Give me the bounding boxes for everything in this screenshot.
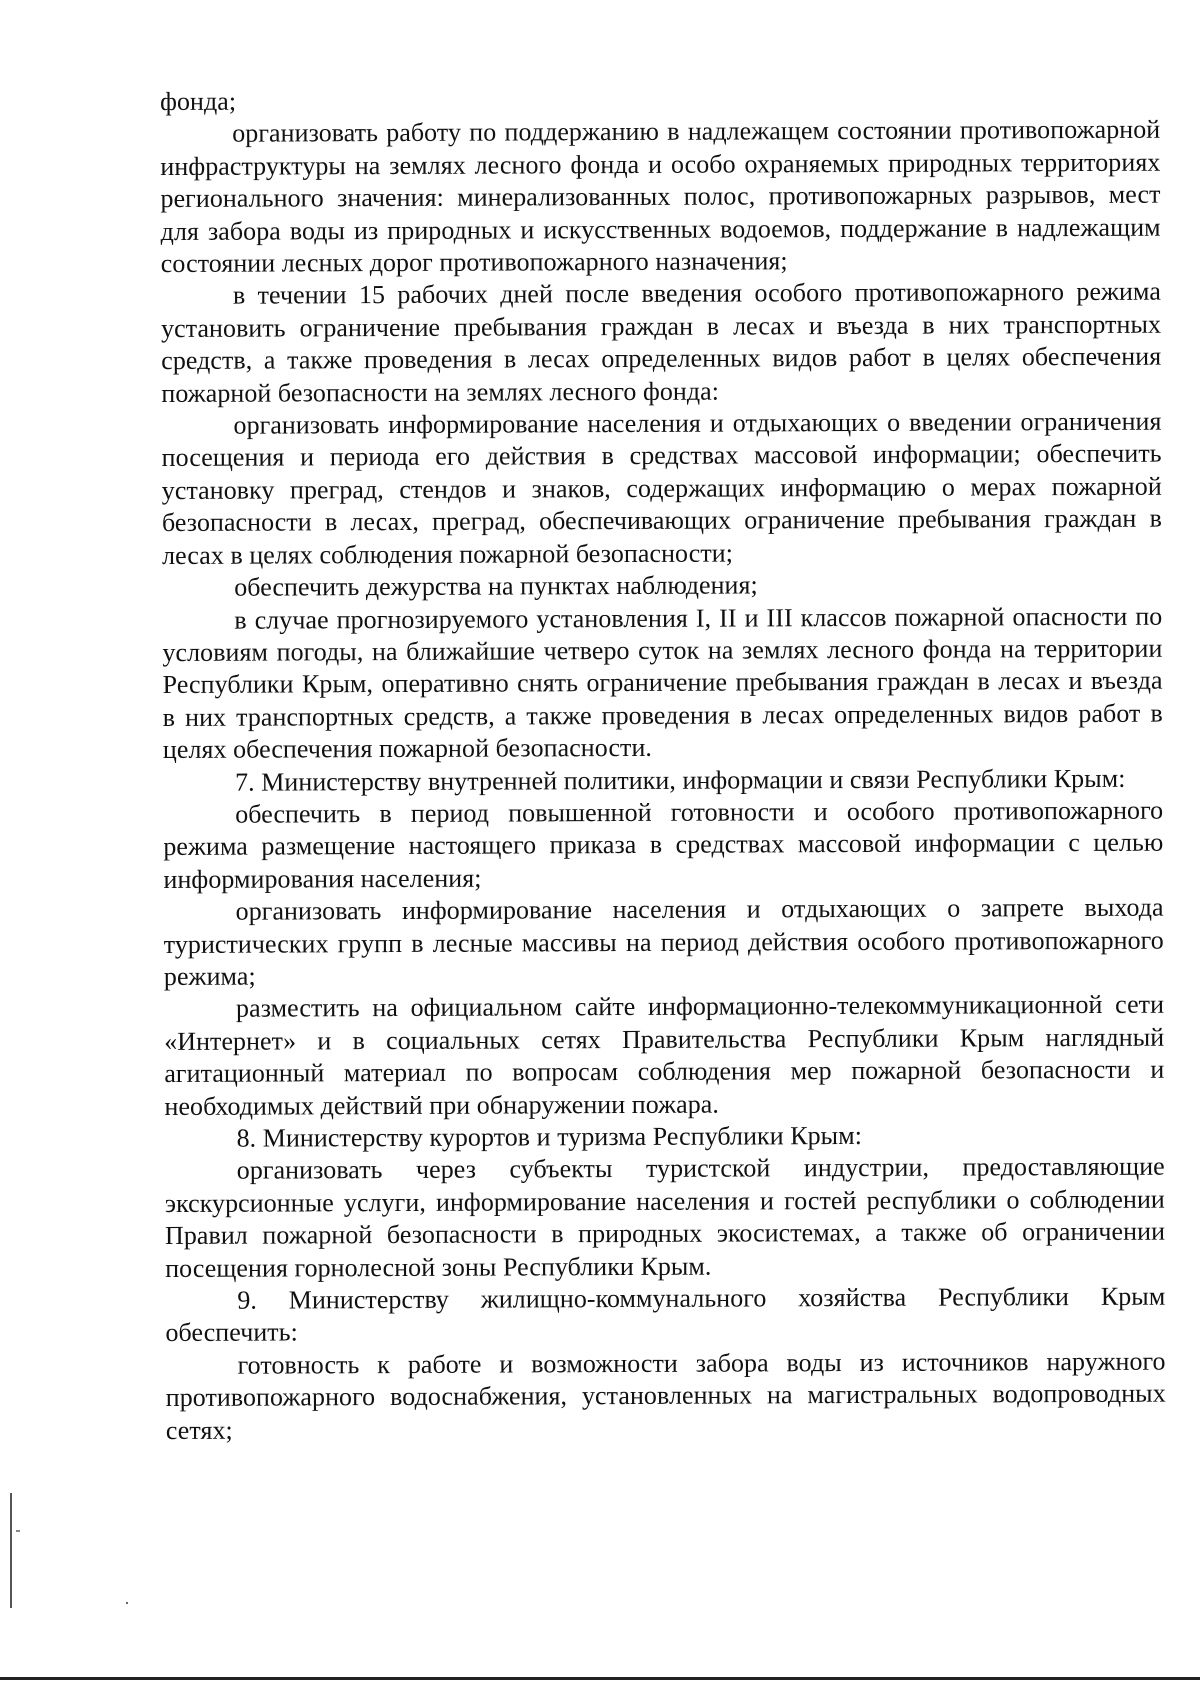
- paragraph-duty-posts: обеспечить дежурства на пунктах наблюдения;: [234, 570, 758, 602]
- paragraph-continuation: фонда;: [160, 86, 237, 116]
- scan-dust-dot: [126, 1602, 128, 1604]
- paragraph-item-7-heading: 7. Министерству внутренней политики, информации и связи Республики Крым:: [234, 763, 1126, 797]
- paragraph-infrastructure: организовать работу по поддержанию в надлежащем состоянии противопожарной инфраструктуры на землях лесного фонда и особо охраняемых природных территориях регионального значения: минерализованных полос, противопожарных разрывов, мест для забора воды из природных и искусственных водоемов, поддержание в надлежащим состоянии лесных дорог противопожарного назначения;: [160, 115, 1161, 279]
- paragraph-water-supply: готовность к работе и возможности забора воды из источников наружного противопожарного водоснабжения, установленных на магистральных водопроводных сетях;: [165, 1346, 1166, 1445]
- paragraph-restriction-period: в течении 15 рабочих дней после введения особого противопожарного режима установить ограничение пребывания граждан в лесах и въезда в них транспортных средств, а также проведения в лесах определенных видов работ в целях обеспечения пожарной безопасности на землях лесного фонда:: [160, 277, 1162, 408]
- page-bottom-edge: [0, 1677, 1200, 1680]
- document-page: [160, 82, 1166, 1447]
- paragraph-tourist-groups: организовать информирование населения и отдыхающих о запрете выхода туристических групп в лесные массивы на период действия особого противопожарного режима;: [163, 892, 1164, 991]
- paragraph-inform-population: организовать информирование населения и отдыхающих о введении ограничения посещения и периода его действия в средствах массовой информации; обеспечить установку преград, стендов и знаков, содержащих информацию о мерах пожарной безопасности в лесах, преград, обеспечивающих ограничение пребывания граждан в лесах в целях соблюдения пожарной безопасности;: [161, 406, 1162, 570]
- paragraph-tourism-industry: организовать через субъекты туристской индустрии, предоставляющие экскурсионные услуги, информирование населения и гостей республики о соблюдении Правил пожарной безопасности в природных экосистемах, а также об ограничении посещения горнолесной зоны Республики Крым.: [164, 1152, 1166, 1283]
- paragraph-item-8-heading: 8. Министерству курортов и туризма Республики Крым:: [236, 1120, 862, 1153]
- paragraph-fire-danger-classes: в случае прогнозируемого установления I, II и III классов пожарной опасности по условиям погоды, на ближайшие четверо суток на землях лесного фонда на территории Республики Крым, оперативно снять ограничение пребывания граждан в лесах и въезда в них транспортных средств, а также проведения в лесах определенных видов работ в целях обеспечения пожарной безопасности.: [162, 601, 1163, 765]
- scan-tick-mark: [16, 1530, 20, 1532]
- paragraph-internet-materials: разместить на официальном сайте информационно-телекоммуникационной сети «Интернет» и в социальных сетях Правительства Республики Крым наглядный агитационный материал по вопросам соблюдения мер пожарной безопасности и необходимых действий при обнаружении пожара.: [164, 990, 1165, 1121]
- paragraph-item-9-heading: 9. Министерству жилищно-коммунального хозяйства Республики Крым обеспечить:: [165, 1281, 1166, 1348]
- paragraph-media-publication: обеспечить в период повышенной готовности и особого противопожарного режима размещение настоящего приказа в средствах массовой информации с целью информирования населения;: [163, 795, 1164, 894]
- scan-edge-mark: [10, 1493, 12, 1608]
